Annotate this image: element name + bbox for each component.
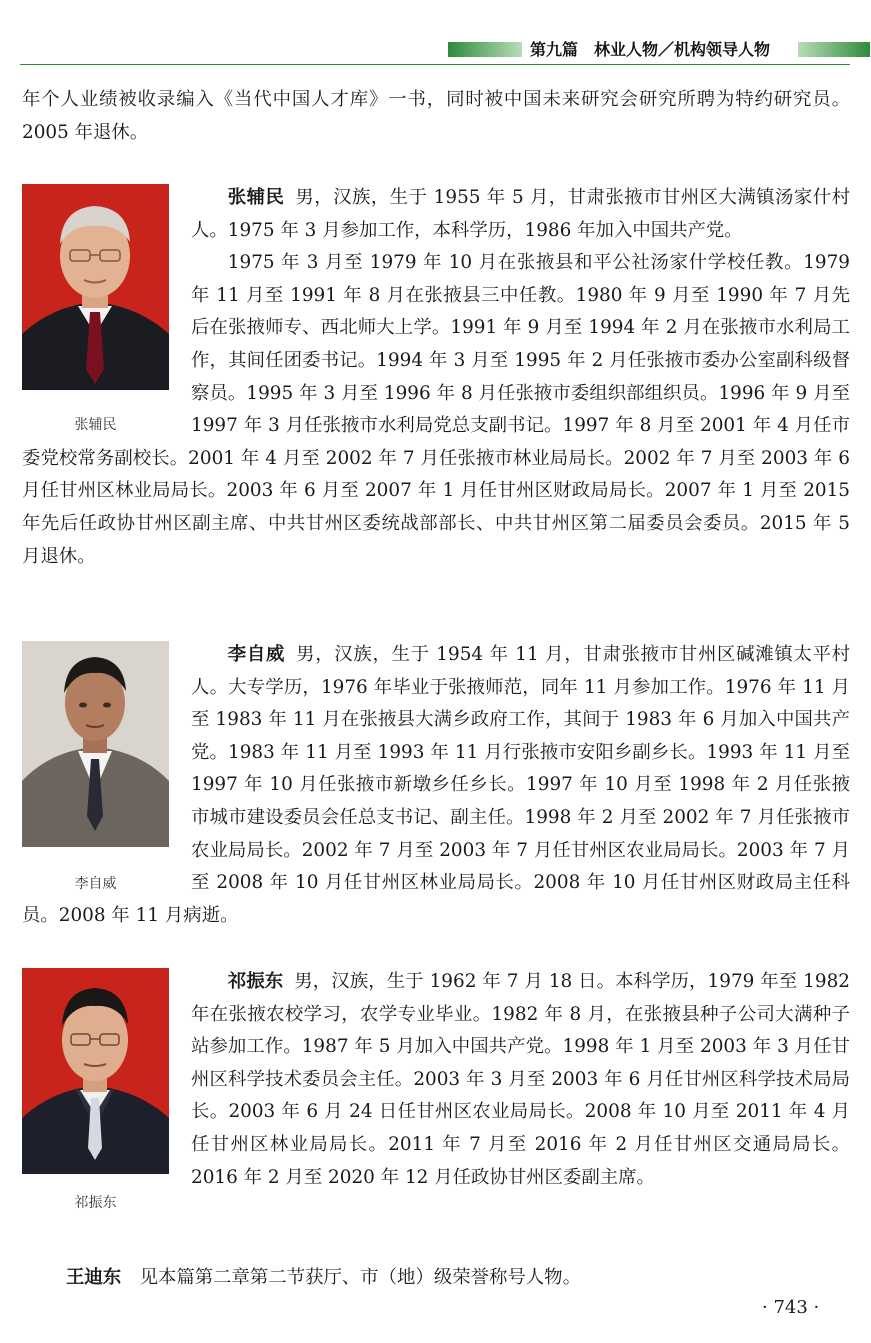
person-name: 祁振东 [227,971,284,992]
bio-entry-3 [22,966,850,1214]
intro-block [22,84,850,149]
header-green-bar-right [798,42,870,57]
bio-text: 男，汉族，生于 1955 年 5 月，甘肃张掖市甘州区大满镇汤家什村人。1975 年 3 月参加工作，本科学历，1986 年加入中国共产党。 [191,187,850,241]
page-number: · 743 · [762,1297,820,1318]
portrait-caption: 李自威 [74,876,117,892]
header-green-bar-left [448,42,522,57]
portrait-caption: 祁振东 [74,1195,117,1211]
person-name: 张辅民 [227,187,285,208]
bio-paragraph: 1975 年 3 月至 1979 年 10 月在张掖县和平公社汤家什学校任教。1979 年 11 月至 1991 年 8 月在张掖县三中任教。1980 年 9 月至 1990 年 7 月先后在张掖师专、西北师大上学。1991 年 9 月至 1994 年 2 月在张掖市水利局工作，其间任团委书记。1994 年 3 月至 1995 年 2 月任张掖市委办公室副科级督察员。1995 年 3 月至 1996 年 8 月任张掖市委组织部组织员。1996 年 9 月至 1997 年 3 月任张掖市水利局党总支副书记。1997 年 8 月至 2001 年 4 月任市委党校常务副校长。2001 年 4 月至 2002 年 7 月任张掖市林业局局长。2002 年 7 月至 2003 年 6 月任甘州区林业局局长。2003 年 6 月至 2007 年 1 月任甘州区财政局局长。2007 年 1 月至 2015 年先后任政协甘州区副主席、中共甘州区委统战部部长、中共甘州区第二届委员会委员。2015 年 5 月退休。 [22,252,850,567]
bio-text: 男，汉族，生于 1954 年 11 月，甘肃张掖市甘州区碱滩镇太平村人。大专学历，1976 年毕业于张掖师范，同年 11 月参加工作。1976 年 11 月至 1983 年 11 月在张掖县大满乡政府工作，其间于 1983 年 6 月加入中国共产党。1983 年 11 月至 1993 年 11 月行张掖市安阳乡副乡长。1993 年 11 月至 1997 年 10 月任张掖市新墩乡任乡长。1997 年 10 月至 1998 年 2 月任张掖市城市建设委员会任总支书记、副主任。1998 年 2 月至 2002 年 7 月任张掖市农业局局长。2002 年 7 月至 2003 年 7 月任甘州区农业局局长。2003 年 7 月至 2008 年 10 月任甘州区林业局局长。2008 年 10 月任甘州区财政局主任科员。2008 年 11 月病逝。 [22,644,850,926]
portrait-photo [22,641,169,847]
portrait-photo [22,184,169,390]
person-name: 李自威 [227,644,286,665]
person-name: 王迪东 [66,1267,122,1288]
intro-paragraph: 年个人业绩被收录编入《当代中国人才库》一书，同时被中国未来研究会研究所聘为特约研究员。2005 年退休。 [22,89,850,143]
bio-text: 男，汉族，生于 1962 年 7 月 18 日。本科学历，1979 年至 1982 年在张掖农校学习，农学专业毕业。1982 年 8 月，在张掖县种子公司大满种子站参加工作。1987 年 5 月加入中国共产党。1998 年 1 月至 2003 年 3 月任甘州区科学技术委员会主任。2003 年 3 月至 2003 年 6 月任甘州区科学技术局局长。2003 年 6 月 24 日任甘州区农业局局长。2008 年 10 月至 2011 年 4 月任甘州区林业局局长。2011 年 7 月至 2016 年 2 月任甘州区交通局局长。2016 年 2 月至 2020 年 12 月任政协甘州区委副主席。 [191,971,850,1188]
section-title: 第九篇 林业人物／机构领导人物 [530,40,771,59]
cross-reference-entry [66,1262,581,1294]
bio-entry-1 [22,182,850,573]
header-rule [20,64,850,65]
running-header [20,38,850,62]
cross-reference-text: 见本篇第二章第二节获厅、市（地）级荣誉称号人物。 [139,1267,581,1288]
portrait-caption: 张辅民 [74,417,117,433]
portrait-photo [22,968,169,1174]
